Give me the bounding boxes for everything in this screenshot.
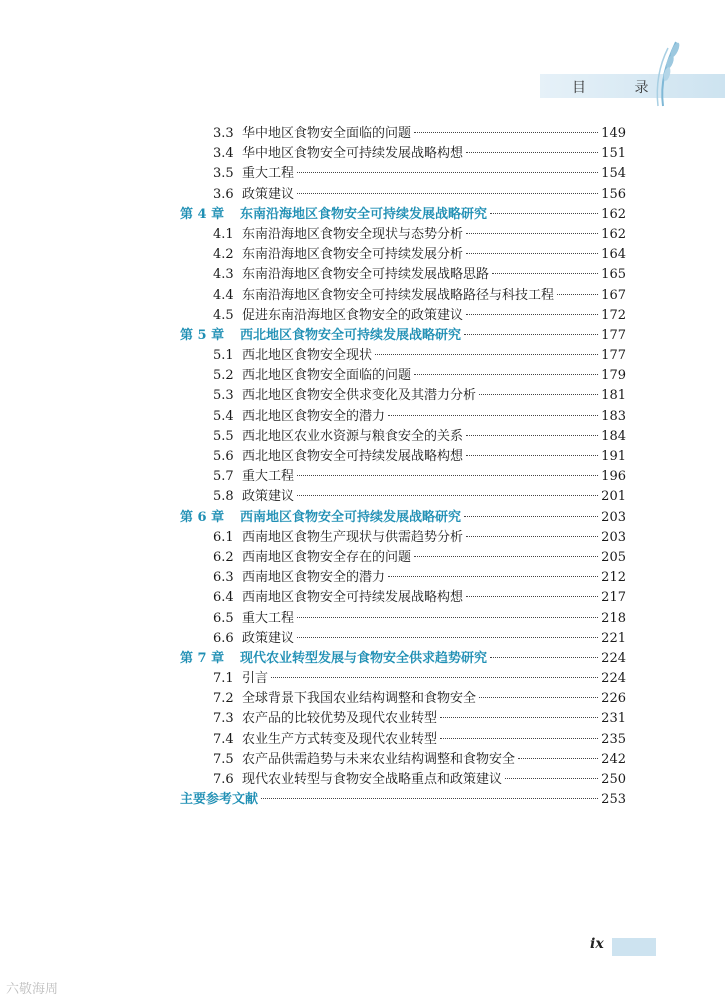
toc-entry-title: 西南地区食物安全存在的问题 xyxy=(242,549,412,565)
toc-section-entry[interactable] xyxy=(180,728,626,748)
toc-entry-title: 农产品的比较优势及现代农业转型 xyxy=(242,711,438,727)
toc-leader-dots xyxy=(440,738,598,739)
toc-leader-dots xyxy=(414,556,598,557)
toc-entry-title: 农业生产方式转变及现代农业转型 xyxy=(242,731,438,747)
toc-entry-title: 西北地区食物安全面临的问题 xyxy=(242,368,412,384)
toc-section-entry[interactable] xyxy=(180,465,626,485)
toc-entry-title: 西北地区食物安全供求变化及其潜力分析 xyxy=(242,388,477,404)
toc-leader-dots xyxy=(466,536,598,537)
toc-entry-number: 6.2 xyxy=(213,549,234,565)
toc-entry-page: 231 xyxy=(601,711,626,727)
toc-leader-dots xyxy=(490,213,598,214)
toc-entry-number: 4.3 xyxy=(213,267,234,283)
toc-leader-dots xyxy=(466,596,598,597)
toc-entry-page: 196 xyxy=(601,469,626,485)
header-section-title: 目 录 xyxy=(572,80,671,96)
page-number: ix xyxy=(590,936,604,952)
toc-leader-dots xyxy=(466,435,598,436)
toc-entry-title: 现代农业转型发展与食物安全供求趋势研究 xyxy=(240,650,488,666)
toc-leader-dots xyxy=(375,354,598,355)
toc-leader-dots xyxy=(466,455,598,456)
toc-entry-number: 4.4 xyxy=(213,287,234,303)
toc-leader-dots xyxy=(492,273,598,274)
toc-entry-number: 6.6 xyxy=(213,630,234,646)
toc-section-entry[interactable] xyxy=(180,586,626,606)
toc-entry-number: 5.4 xyxy=(213,408,234,424)
toc-entry-title: 政策建议 xyxy=(242,489,295,505)
toc-entry-number: 7.5 xyxy=(213,751,234,767)
toc-entry-title: 政策建议 xyxy=(242,630,295,646)
wheat-leaf-icon xyxy=(638,38,688,108)
toc-section-entry[interactable] xyxy=(180,263,626,283)
toc-entry-title: 引言 xyxy=(242,671,269,687)
toc-entry-page: 221 xyxy=(601,630,626,646)
toc-entry-title: 华中地区食物安全面临的问题 xyxy=(242,126,412,141)
toc-entry-page: 201 xyxy=(601,489,626,505)
toc-entry-page: 217 xyxy=(601,590,626,606)
toc-section-entry[interactable] xyxy=(180,425,626,445)
toc-entry-page: 162 xyxy=(601,226,626,242)
toc-entry-page: 218 xyxy=(601,610,626,626)
toc-leader-dots xyxy=(271,677,598,678)
footer-bar xyxy=(612,938,656,956)
toc-section-entry[interactable] xyxy=(180,122,626,142)
toc-section-entry[interactable] xyxy=(180,445,626,465)
toc-entry-number: 6.1 xyxy=(213,529,234,545)
toc-chapter-entry[interactable] xyxy=(180,203,626,223)
toc-entry-number: 6.4 xyxy=(213,590,234,606)
toc-leader-dots xyxy=(297,193,598,194)
toc-entry-number: 第 7 章 xyxy=(180,650,225,666)
toc-entry-page: 177 xyxy=(601,327,626,343)
toc-entry-number: 7.1 xyxy=(213,671,234,687)
toc-entry-page: 203 xyxy=(601,529,626,545)
toc-entry-number: 5.3 xyxy=(213,388,234,404)
toc-entry-page: 235 xyxy=(601,731,626,747)
toc-section-entry[interactable] xyxy=(180,162,626,182)
toc-entry-page: 212 xyxy=(601,570,626,586)
toc-entry-number: 7.3 xyxy=(213,711,234,727)
toc-section-entry[interactable] xyxy=(180,243,626,263)
toc-entry-number: 4.5 xyxy=(213,307,234,323)
toc-leader-dots xyxy=(466,314,598,315)
toc-section-entry[interactable] xyxy=(180,526,626,546)
toc-section-entry[interactable] xyxy=(180,707,626,727)
toc-entry-page: 172 xyxy=(601,307,626,323)
toc-entry-number: 3.5 xyxy=(213,166,234,182)
toc-leader-dots xyxy=(490,657,598,658)
toc-entry-number: 5.2 xyxy=(213,368,234,384)
toc-entry-title: 西北地区农业水资源与粮食安全的关系 xyxy=(242,428,464,444)
toc-entry-number: 5.5 xyxy=(213,428,234,444)
toc-entry-number: 3.4 xyxy=(213,146,234,162)
toc-entry-title: 西南地区食物安全可持续发展战略研究 xyxy=(240,509,462,525)
toc-leader-dots xyxy=(518,758,598,759)
toc-entry-number: 6.3 xyxy=(213,570,234,586)
toc-entry-title: 东南沿海地区食物安全可持续发展分析 xyxy=(242,247,464,263)
toc-section-entry[interactable] xyxy=(180,566,626,586)
toc-chapter-entry[interactable] xyxy=(180,647,626,667)
toc-leader-dots xyxy=(297,475,598,476)
toc-leader-dots xyxy=(466,253,598,254)
toc-entry-title: 重大工程 xyxy=(242,469,295,485)
toc-entry-title: 东南沿海地区食物安全可持续发展战略路径与科技工程 xyxy=(242,287,555,303)
toc-leader-dots xyxy=(479,697,598,698)
toc-entry-page: 183 xyxy=(601,408,626,424)
toc-entry-title: 东南沿海地区食物安全可持续发展战略思路 xyxy=(242,267,490,283)
toc-leader-dots xyxy=(505,778,598,779)
toc-section-entry[interactable] xyxy=(180,142,626,162)
toc-section-entry[interactable] xyxy=(180,687,626,707)
toc-entry-page: 224 xyxy=(601,650,626,666)
toc-entry-page: 167 xyxy=(601,287,626,303)
toc-leader-dots xyxy=(466,152,598,153)
toc-entry-number: 第 4 章 xyxy=(180,206,225,222)
toc-leader-dots xyxy=(388,576,598,577)
toc-entry-title: 西南地区食物安全可持续发展战略构想 xyxy=(242,590,464,606)
toc-entry-title: 华中地区食物安全可持续发展战略构想 xyxy=(242,146,464,162)
toc-entry-number: 5.7 xyxy=(213,469,234,485)
toc-entry-page: 164 xyxy=(601,247,626,263)
toc-entry-number: 7.6 xyxy=(213,772,234,787)
toc-entry-page: 162 xyxy=(601,206,626,222)
toc-references-entry[interactable] xyxy=(180,788,626,808)
toc-entry-number: 5.8 xyxy=(213,489,234,505)
toc-entry-page: 224 xyxy=(601,671,626,687)
toc-section-entry[interactable] xyxy=(180,485,626,505)
toc-entry-title: 全球背景下我国农业结构调整和食物安全 xyxy=(242,691,477,707)
toc-entry-page: 181 xyxy=(601,388,626,404)
toc-leader-dots xyxy=(464,516,598,517)
toc-section-entry[interactable] xyxy=(180,667,626,687)
toc-section-entry[interactable] xyxy=(180,344,626,364)
toc-entry-title: 西北地区食物安全可持续发展战略构想 xyxy=(242,449,464,464)
toc-entry-title: 重大工程 xyxy=(242,166,295,182)
toc-leader-dots xyxy=(297,637,598,638)
toc-entry-page: 165 xyxy=(601,267,626,283)
toc-entry-title: 东南沿海地区食物安全现状与态势分析 xyxy=(242,226,464,242)
toc-section-entry[interactable] xyxy=(180,627,626,647)
toc-entry-number: 5.1 xyxy=(213,348,234,364)
toc-entry-title: 现代农业转型与食物安全战略重点和政策建议 xyxy=(242,772,503,787)
toc-entry-number: 第 5 章 xyxy=(180,327,225,343)
toc-entry-title: 政策建议 xyxy=(242,186,295,202)
toc-entry-page: 177 xyxy=(601,348,626,364)
table-of-contents xyxy=(180,122,626,808)
toc-entry-title: 东南沿海地区食物安全可持续发展战略研究 xyxy=(240,206,488,222)
toc-entry-page: 191 xyxy=(601,449,626,464)
toc-chapter-entry[interactable] xyxy=(180,324,626,344)
toc-entry-page: 242 xyxy=(601,751,626,767)
toc-entry-page: 184 xyxy=(601,428,626,444)
toc-entry-title: 促进东南沿海地区食物安全的政策建议 xyxy=(242,307,464,323)
toc-entry-title: 农产品供需趋势与未来农业结构调整和食物安全 xyxy=(242,751,516,767)
toc-leader-dots xyxy=(464,334,598,335)
toc-leader-dots xyxy=(261,798,598,799)
toc-leader-dots xyxy=(388,415,598,416)
toc-entry-number: 4.2 xyxy=(213,247,234,263)
toc-entry-page: 149 xyxy=(601,126,626,141)
toc-leader-dots xyxy=(297,172,598,173)
toc-section-entry[interactable] xyxy=(180,223,626,243)
toc-leader-dots xyxy=(557,294,598,295)
watermark: 六敬海周 xyxy=(6,982,59,997)
toc-section-entry[interactable] xyxy=(180,183,626,203)
toc-section-entry[interactable] xyxy=(180,748,626,768)
toc-entry-page: 226 xyxy=(601,691,626,707)
toc-entry-number: 7.2 xyxy=(213,691,234,707)
toc-entry-page: 179 xyxy=(601,368,626,384)
toc-entry-title: 西北地区食物安全可持续发展战略研究 xyxy=(240,327,462,343)
toc-section-entry[interactable] xyxy=(180,384,626,404)
toc-leader-dots xyxy=(479,394,598,395)
toc-leader-dots xyxy=(466,233,598,234)
toc-entry-number: 6.5 xyxy=(213,610,234,626)
toc-section-entry[interactable] xyxy=(180,405,626,425)
toc-entry-number: 3.3 xyxy=(213,126,234,141)
toc-entry-title: 重大工程 xyxy=(242,610,295,626)
toc-entry-page: 151 xyxy=(601,146,626,162)
toc-section-entry[interactable] xyxy=(180,607,626,627)
toc-entry-number: 3.6 xyxy=(213,186,234,202)
toc-entry-number: 7.4 xyxy=(213,731,234,747)
toc-entry-page: 253 xyxy=(601,792,626,808)
toc-entry-number: 5.6 xyxy=(213,449,234,464)
toc-entry-number: 第 6 章 xyxy=(180,509,225,525)
toc-leader-dots xyxy=(297,617,598,618)
toc-entry-page: 250 xyxy=(601,772,626,787)
toc-leader-dots xyxy=(414,132,598,133)
toc-entry-page: 205 xyxy=(601,549,626,565)
toc-section-entry[interactable] xyxy=(180,364,626,384)
toc-entry-title: 西南地区食物安全的潜力 xyxy=(242,570,386,586)
toc-leader-dots xyxy=(297,495,598,496)
toc-entry-number: 4.1 xyxy=(213,226,234,242)
toc-entry-page: 156 xyxy=(601,186,626,202)
toc-leader-dots xyxy=(414,374,598,375)
toc-chapter-entry[interactable] xyxy=(180,506,626,526)
toc-entry-page: 154 xyxy=(601,166,626,182)
toc-entry-title: 主要参考文献 xyxy=(180,792,259,808)
toc-leader-dots xyxy=(440,717,598,718)
toc-section-entry[interactable] xyxy=(180,304,626,324)
toc-entry-title: 西南地区食物生产现状与供需趋势分析 xyxy=(242,529,464,545)
toc-section-entry[interactable] xyxy=(180,284,626,304)
toc-section-entry[interactable] xyxy=(180,768,626,788)
toc-entry-page: 203 xyxy=(601,509,626,525)
toc-section-entry[interactable] xyxy=(180,546,626,566)
toc-entry-title: 西北地区食物安全的潜力 xyxy=(242,408,386,424)
toc-entry-title: 西北地区食物安全现状 xyxy=(242,348,373,364)
